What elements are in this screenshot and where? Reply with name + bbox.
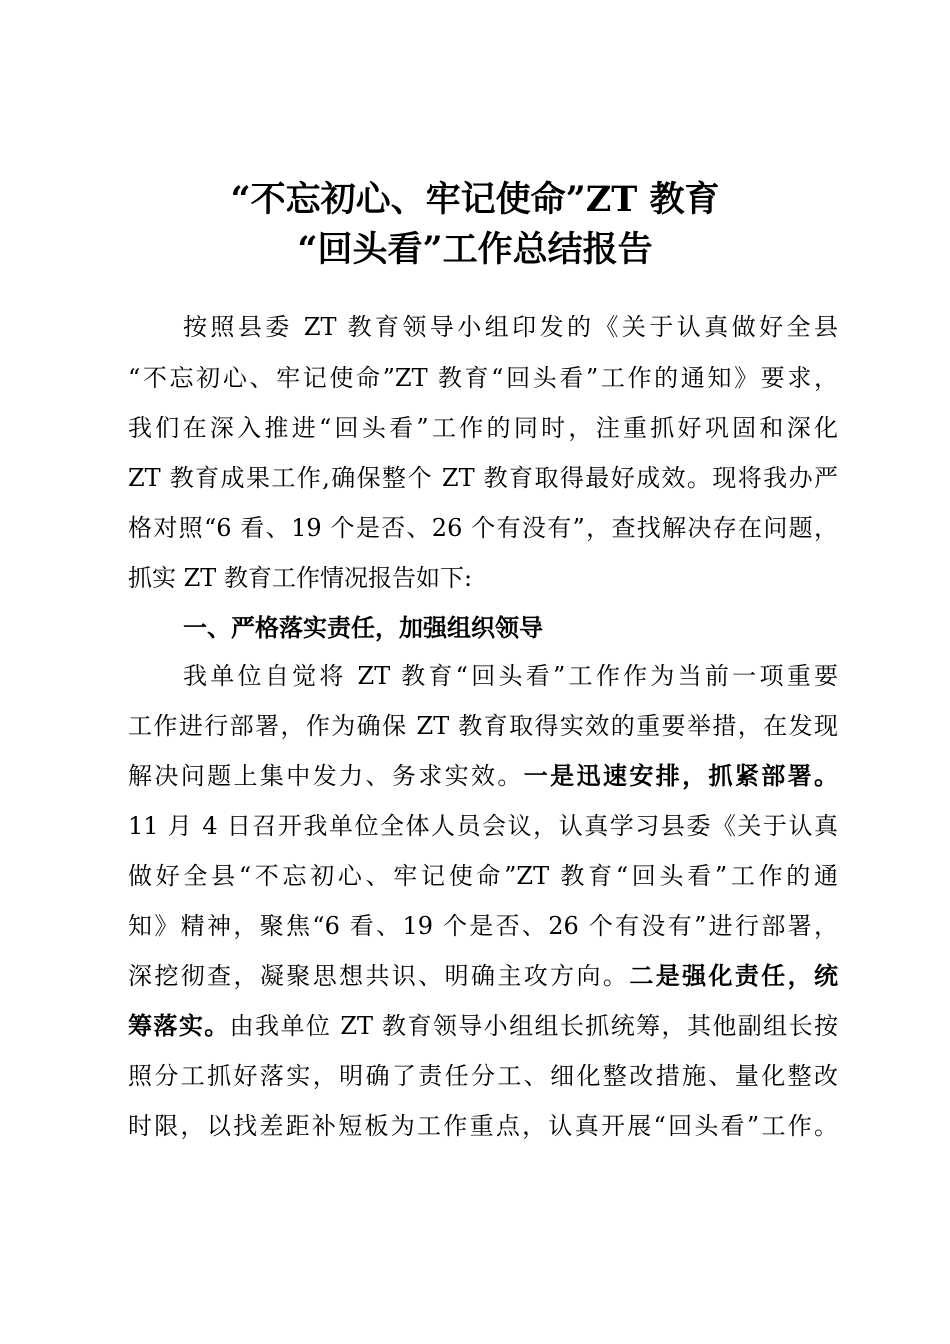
- section-1-line-2: 工作进行部署，作为确保 ZT 教育取得实效的重要举措，在发现: [128, 712, 838, 740]
- intro-line-2: “不忘初心、牢记使命”ZT 教育“回头看”工作的通知》要求，: [128, 364, 838, 392]
- section-1-line-3: [128, 761, 838, 791]
- intro-line-5: 格对照“6 看、19 个是否、26 个有没有”，查找解决存在问题，: [128, 514, 838, 542]
- section-1-line-1: 我单位自觉将 ZT 教育“回头看”工作作为当前一项重要: [183, 662, 838, 690]
- section-1-line-7-text: 深挖彻查，凝聚思想共识、明确主攻方向。: [128, 962, 630, 990]
- section-1-line-6: 知》精神，聚焦“6 看、19 个是否、26 个有没有”进行部署，: [128, 912, 838, 940]
- point-two-emphasis-end: 筹落实。: [128, 1011, 230, 1040]
- intro-line-4: ZT 教育成果工作,确保整个 ZT 教育取得最好成效。现将我办严: [128, 464, 838, 492]
- section-1-line-8-text: 由我单位 ZT 教育领导小组组长抓统筹，其他副组长按: [229, 1012, 838, 1040]
- section-1-line-7: [128, 961, 838, 991]
- section-1-line-9: 照分工抓好落实，明确了责任分工、细化整改措施、量化整改: [128, 1062, 838, 1090]
- section-1-line-8: [128, 1011, 838, 1041]
- document-title-line-2: “回头看”工作总结报告: [297, 229, 653, 270]
- section-1-line-4: 11 月 4 日召开我单位全体人员会议，认真学习县委《关于认真: [128, 812, 838, 840]
- document-title-line-1: “不忘初心、牢记使命”ZT 教育: [230, 179, 720, 220]
- intro-line-1: 按照县委 ZT 教育领导小组印发的《关于认真做好全县: [183, 313, 838, 341]
- section-1-line-3-text: 解决问题上集中发力、务求实效。: [128, 762, 524, 790]
- intro-line-6: 抓实 ZT 教育工作情况报告如下:: [128, 564, 473, 592]
- intro-line-3: 我们在深入推进“回头看”工作的同时，注重抓好巩固和深化: [128, 414, 838, 442]
- section-1-line-10: 时限，以找差距补短板为工作重点，认真开展“回头看”工作。: [128, 1112, 838, 1140]
- section-1-line-5: 做好全县“不忘初心、牢记使命”ZT 教育“回头看”工作的通: [128, 862, 838, 890]
- section-1-heading: 一、严格落实责任，加强组织领导: [183, 614, 543, 642]
- point-two-emphasis-start: 二是强化责任，统: [629, 961, 839, 990]
- point-one-emphasis: 一是迅速安排，抓紧部署。: [523, 761, 839, 790]
